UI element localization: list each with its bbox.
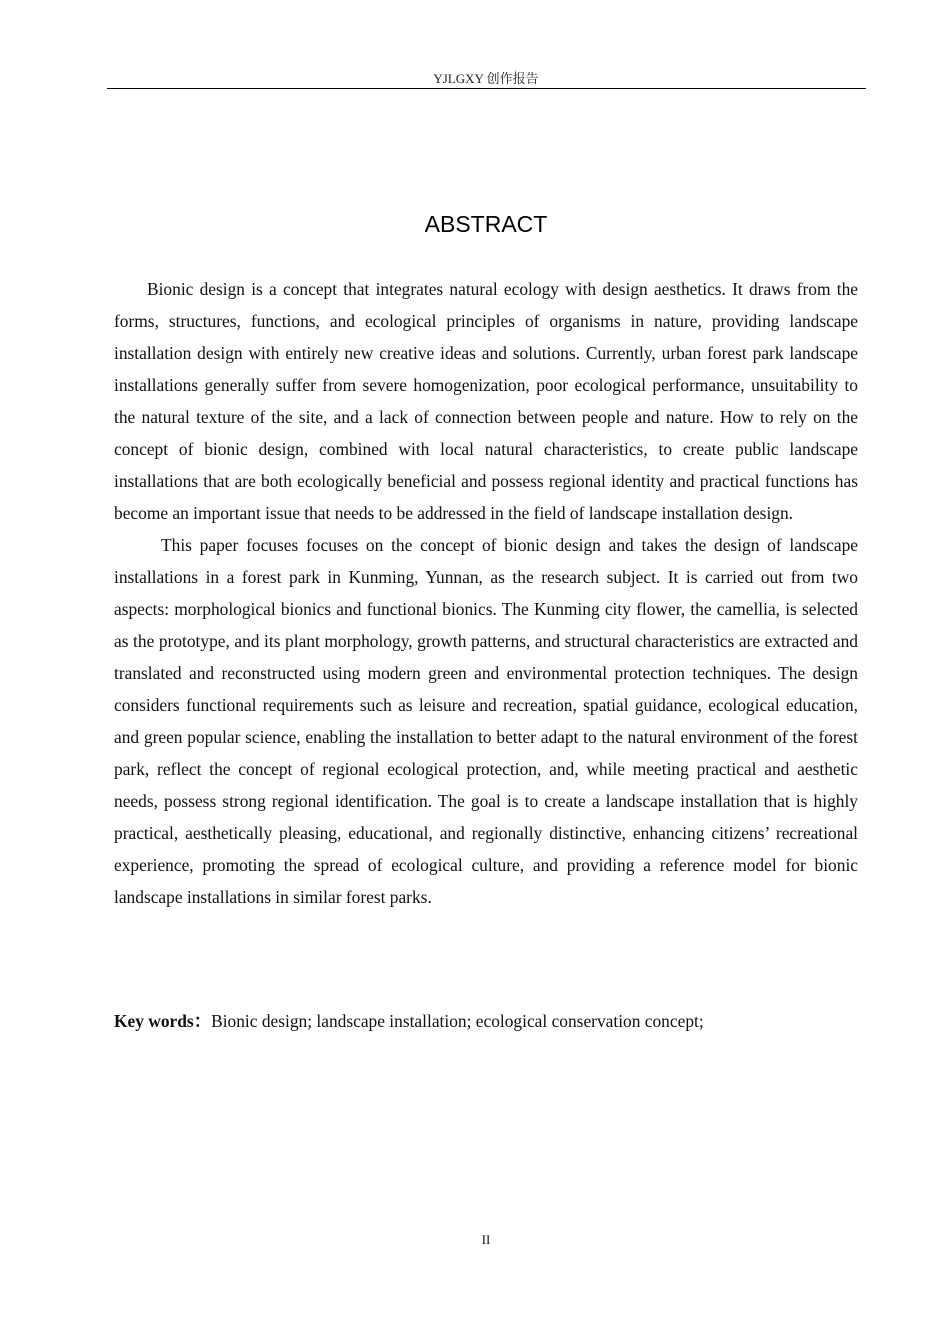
keywords-line — [114, 1005, 858, 1037]
abstract-paragraph-2: This paper focuses focuses on the concept of bionic design and takes the design of landscape installations in a forest park in Kunming, Yunnan, as the research subject. It is carried out from two aspects: morphological bionics and functional bionics. The Kunming city flower, the camellia, is selected as the prototype, and its plant morphology, growth patterns, and structural characteristics are extracted and translated and reconstructed using modern green and environmental protection techniques. The design considers functional requirements such as leisure and recreation, spatial guidance, ecological education, and green popular science, enabling the installation to better adapt to the natural environment of the forest park, reflect the concept of regional ecological protection, and, while meeting practical and aesthetic needs, possess strong regional identification. The goal is to create a landscape installation that is highly practical, aesthetically pleasing, educational, and regionally distinctive, enhancing citizens’ recreational experience, promoting the spread of ecological culture, and providing a reference model for bionic landscape installations in similar forest parks. — [114, 535, 858, 907]
keywords-value: Bionic design; landscape installation; ecological conservation concept; — [211, 1011, 704, 1031]
header-rule — [107, 88, 866, 89]
keywords-label: Key words： — [114, 1011, 212, 1031]
running-header: YJLGXY 创作报告 — [433, 71, 539, 86]
page-number: II — [481, 1232, 491, 1247]
abstract-body — [114, 273, 858, 913]
abstract-paragraph-1: Bionic design is a concept that integrates natural ecology with design aesthetics. It draws from the forms, structures, functions, and ecological principles of organisms in nature, providing landscape installation design with entirely new creative ideas and solutions. Currently, urban forest park landscape installations generally suffer from severe homogenization, poor ecological performance, unsuitability to the natural texture of the site, and a lack of connection between people and nature. How to rely on the concept of bionic design, combined with local natural characteristics, to create public landscape installations that are both ecologically beneficial and possess regional identity and practical functions has become an important issue that needs to be addressed in the field of landscape installation design. — [114, 279, 858, 523]
abstract-title: ABSTRACT — [424, 211, 548, 237]
